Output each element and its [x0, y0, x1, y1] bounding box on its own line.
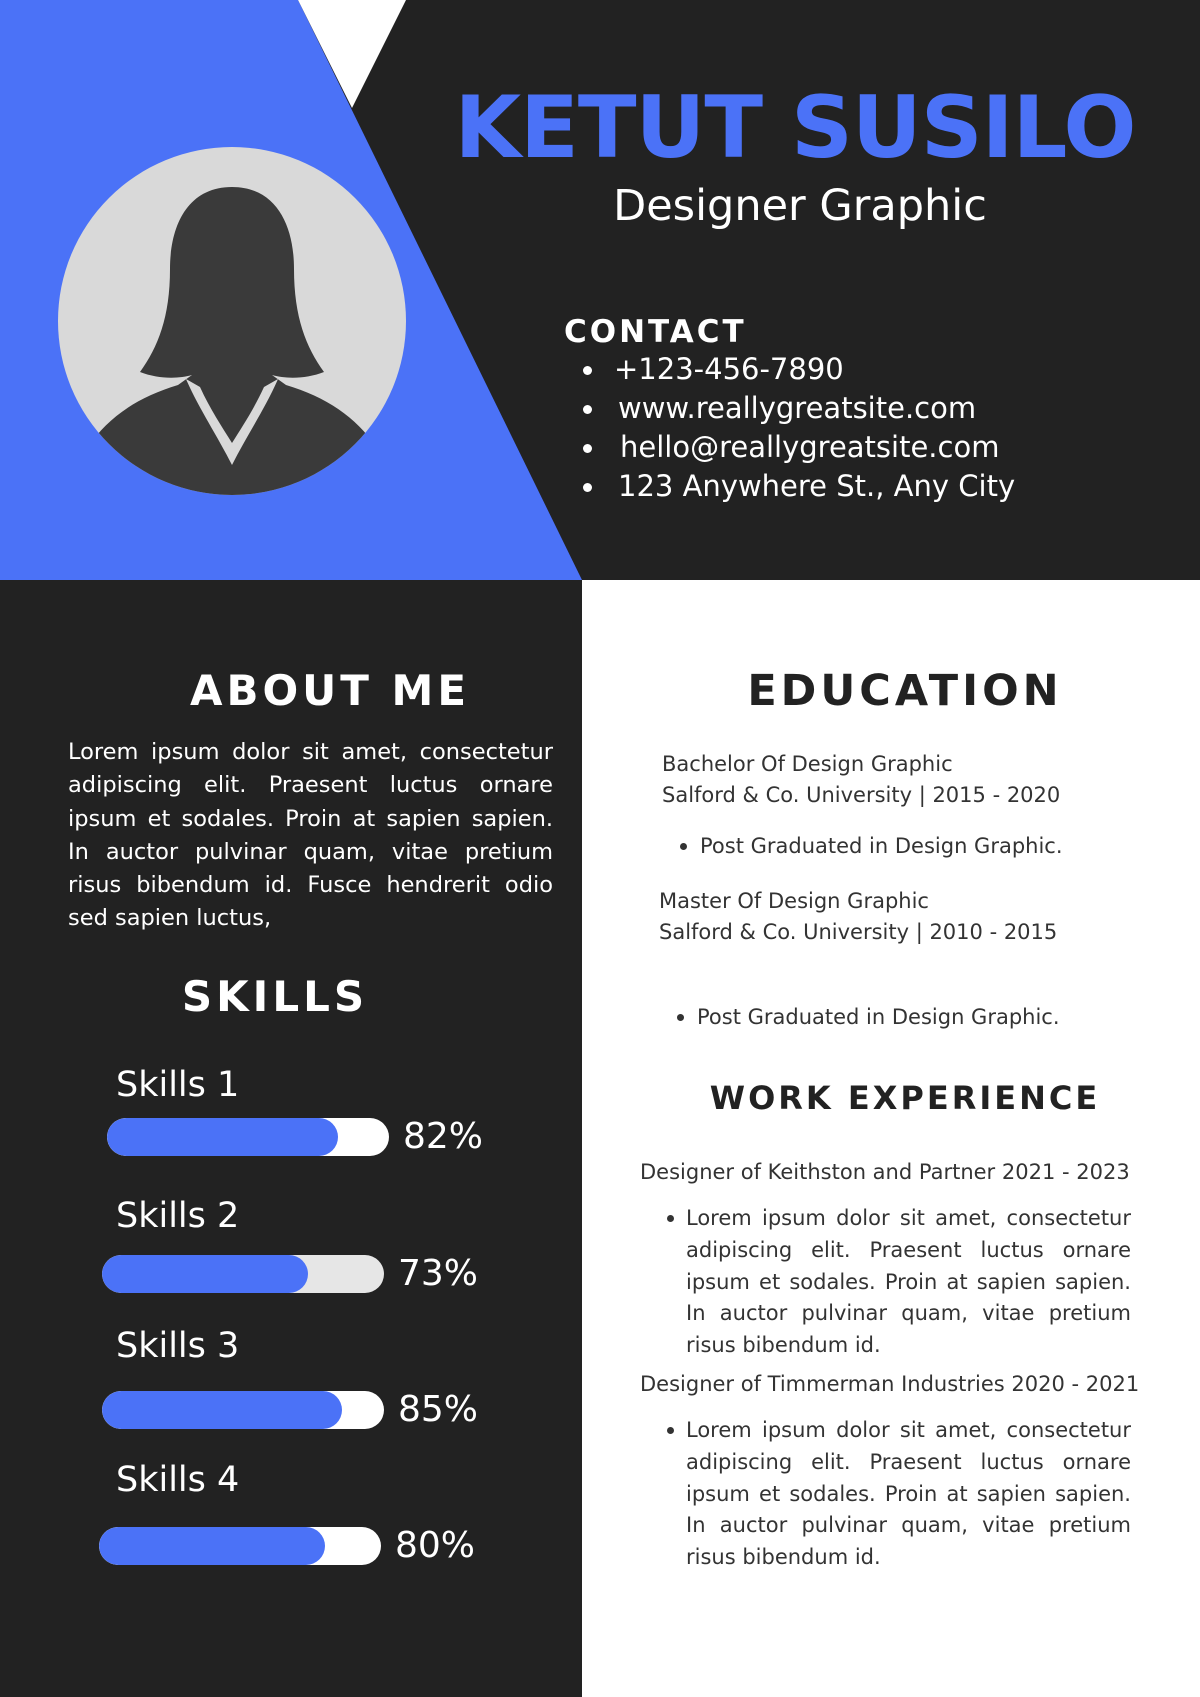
- job-description: Lorem ipsum dolor sit amet, consectetur adipiscing elit. Praesent luctus ornare ipsum et sodales. Proin at sapien sapien. In auctor pulvinar quam, vitae pretium risus bibendum id.: [686, 1206, 1131, 1358]
- bullet-dot-icon: [667, 1215, 674, 1222]
- job-role: Designer Graphic: [613, 181, 987, 231]
- contact-heading: CONTACT: [564, 314, 747, 350]
- work-heading: WORK EXPERIENCE: [709, 1079, 1101, 1117]
- skill-label: Skills 4: [116, 1460, 240, 1500]
- education-school: Salford & Co. University | 2010 - 2015: [659, 920, 1058, 944]
- job-title: Designer of Timmerman Industries 2020 - 2021: [640, 1372, 1140, 1396]
- candidate-name: KETUT SUSILO: [454, 78, 1136, 178]
- education-school: Salford & Co. University | 2015 - 2020: [662, 783, 1061, 807]
- skill-label: Skills 3: [116, 1326, 240, 1366]
- skill-bar-fill: [102, 1391, 342, 1429]
- education-degree: Bachelor Of Design Graphic: [662, 752, 953, 776]
- education-degree: Master Of Design Graphic: [659, 889, 929, 913]
- job-description: Lorem ipsum dolor sit amet, consectetur adipiscing elit. Praesent luctus ornare ipsum et sodales. Proin at sapien sapien. In auctor pulvinar quam, vitae pretium risus bibendum id.: [686, 1418, 1131, 1570]
- education-note: Post Graduated in Design Graphic.: [678, 831, 1200, 862]
- skill-percent: 85%: [398, 1389, 479, 1430]
- about-heading: ABOUT ME: [189, 666, 471, 715]
- skill-bar: [102, 1255, 384, 1293]
- contact-list: [564, 350, 1124, 506]
- job-title: Designer of Keithston and Partner 2021 - 2023: [640, 1160, 1130, 1184]
- education-heading: EDUCATION: [747, 666, 1063, 716]
- skill-percent: 73%: [398, 1253, 479, 1294]
- skill-percent: 82%: [403, 1116, 484, 1157]
- skill-bar-fill: [107, 1118, 338, 1156]
- contact-email: hello@reallygreatsite.com: [564, 428, 1124, 467]
- person-silhouette-icon: [58, 147, 406, 495]
- skill-bar: [107, 1118, 389, 1156]
- contact-phone: +123-456-7890: [564, 350, 1124, 389]
- bullet-dot-icon: [667, 1427, 674, 1434]
- skill-bar-fill: [99, 1527, 325, 1565]
- skill-bar: [102, 1391, 384, 1429]
- skill-bar: [99, 1527, 381, 1565]
- education-note: Post Graduated in Design Graphic.: [675, 1002, 1200, 1033]
- contact-website: www.reallygreatsite.com: [564, 389, 1124, 428]
- contact-address: 123 Anywhere St., Any City: [564, 467, 1124, 506]
- skill-label: Skills 1: [116, 1065, 240, 1105]
- skill-bar-fill: [102, 1255, 308, 1293]
- skill-label: Skills 2: [116, 1196, 240, 1236]
- avatar: [58, 147, 406, 495]
- about-text: Lorem ipsum dolor sit amet, consectetur adipiscing elit. Praesent luctus ornare ipsum et sodales. Proin at sapien sapien. In auctor pulvinar quam, vitae pretium risus bibendum id. Fusce hendrerit odio sed sapien luctus,: [68, 739, 553, 932]
- skill-percent: 80%: [395, 1525, 476, 1566]
- skills-heading: SKILLS: [181, 972, 369, 1021]
